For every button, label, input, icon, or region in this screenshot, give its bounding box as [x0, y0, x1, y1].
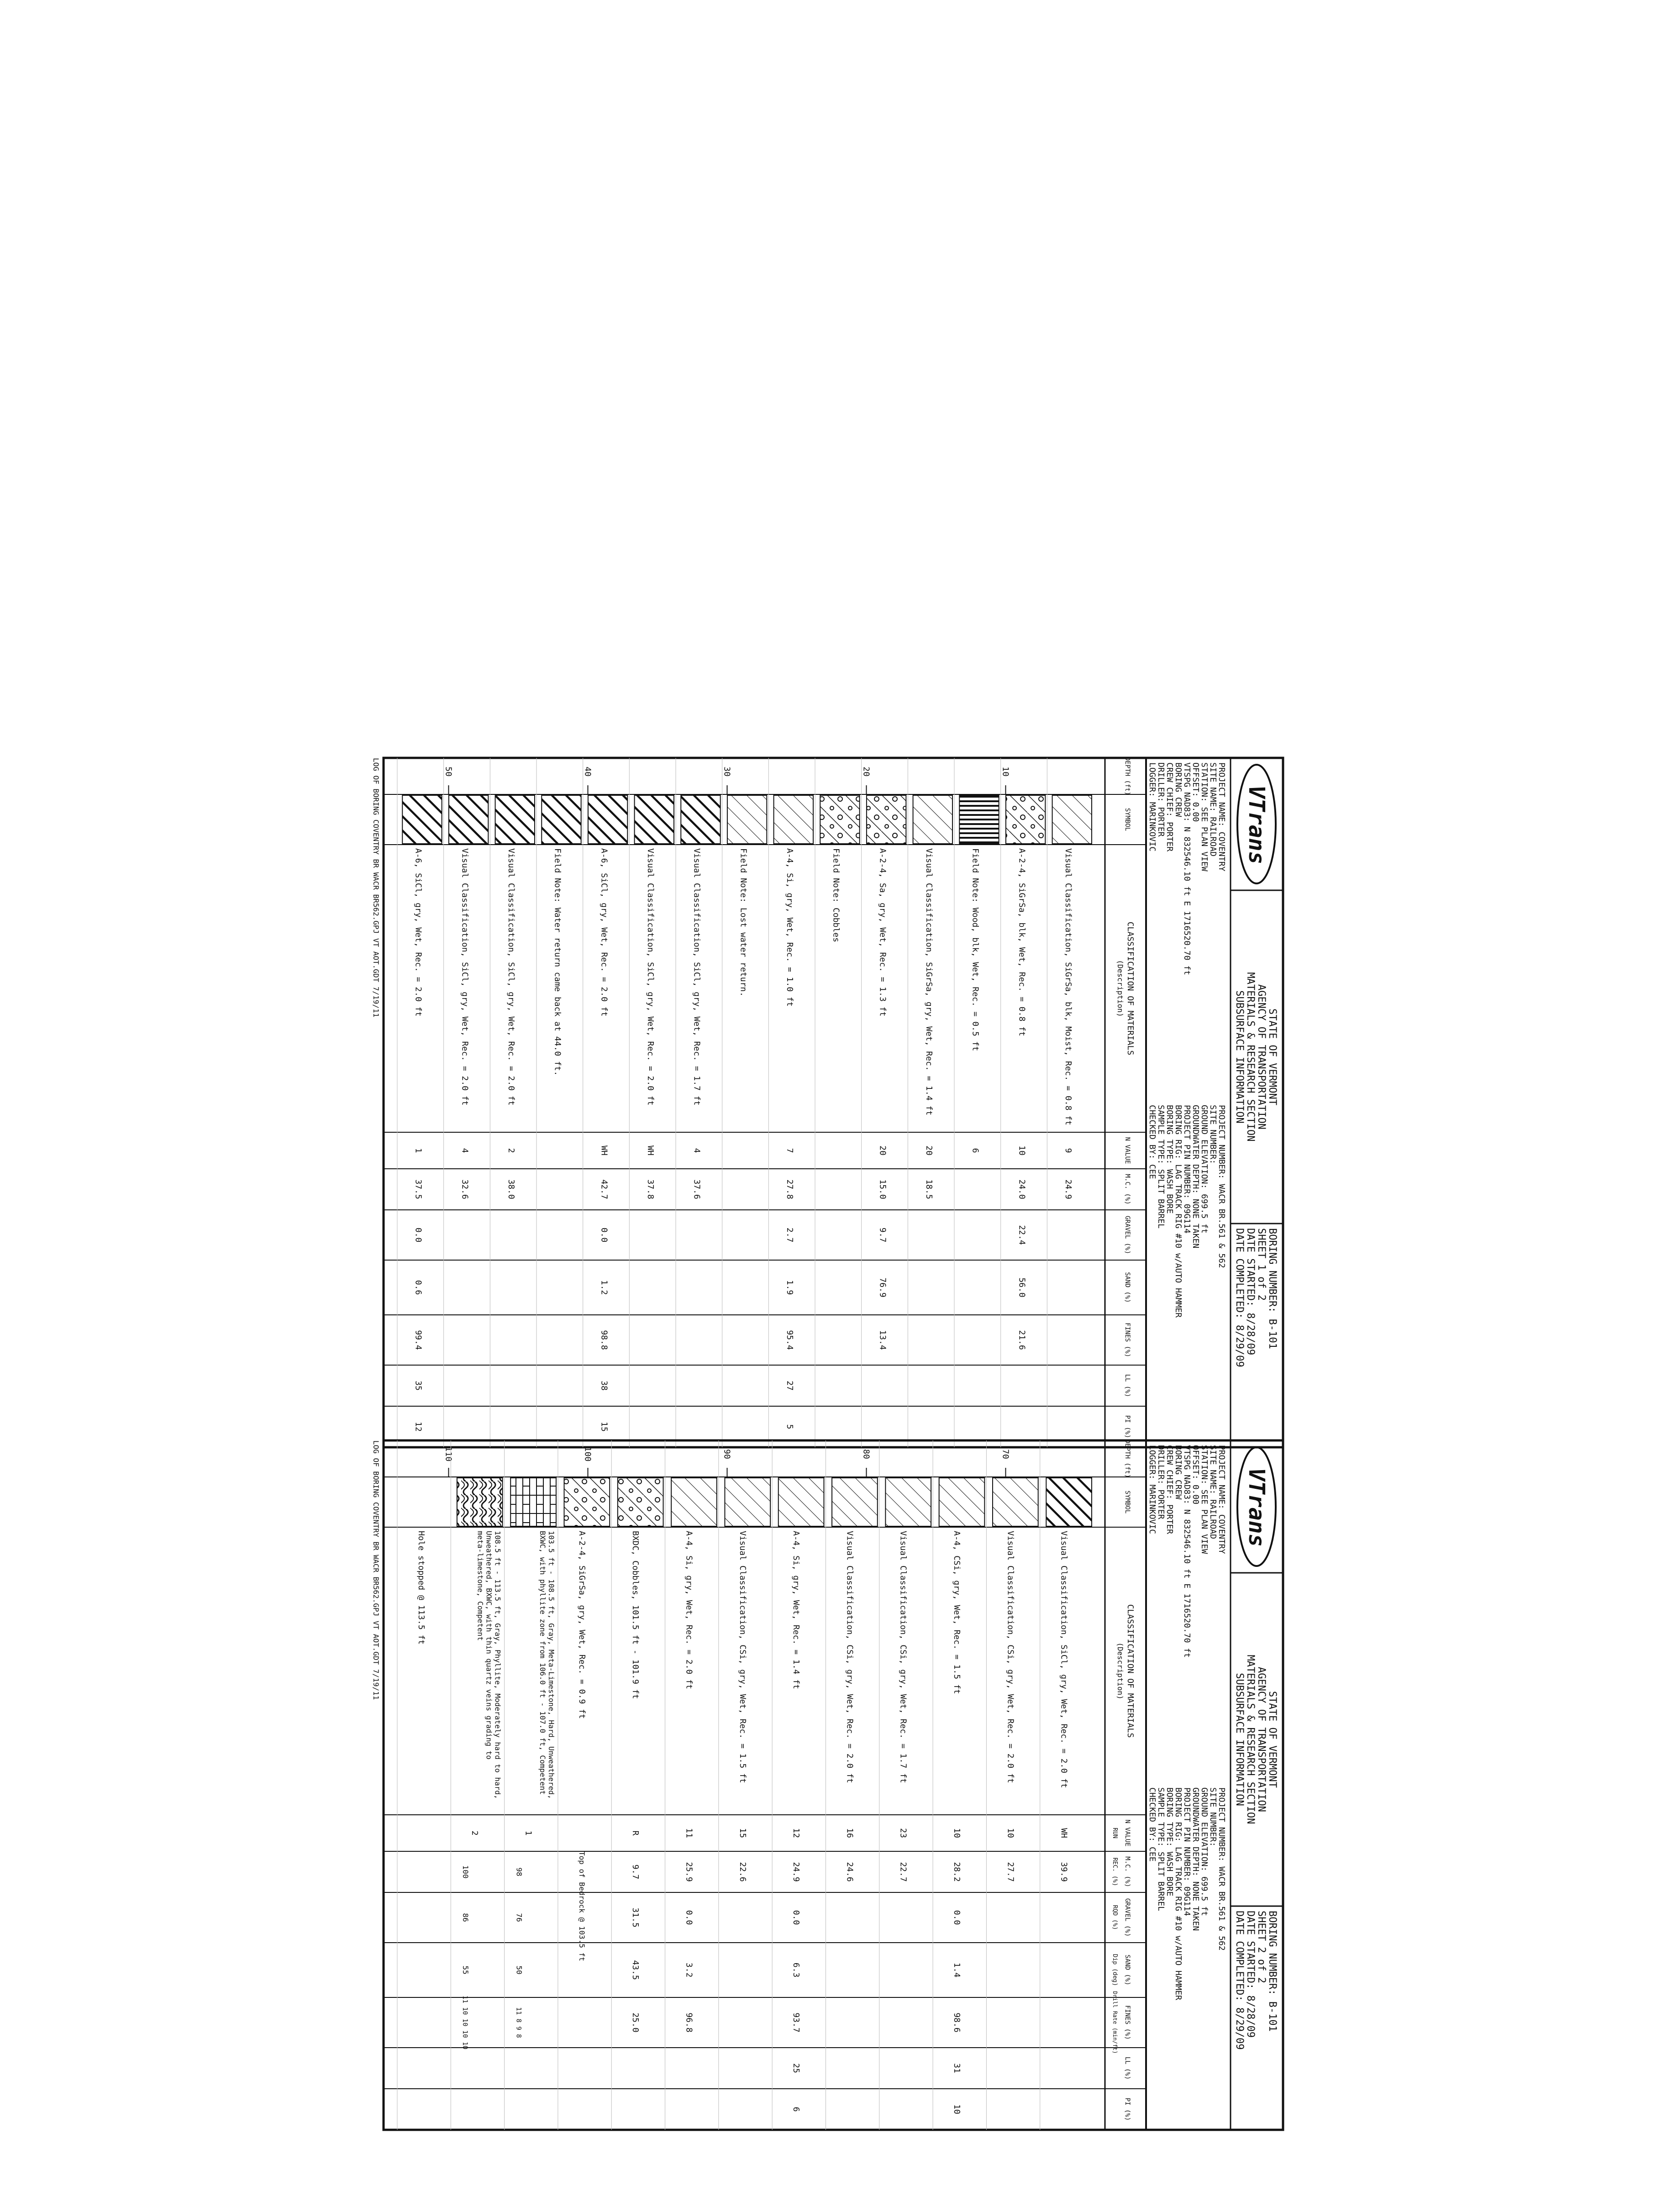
- moisture-content: 9.7: [631, 1864, 641, 1880]
- n-value: 7: [785, 1148, 794, 1153]
- n-value: 2: [506, 1148, 516, 1153]
- project-info-line: STATION: SEE PLAN VIEW: [1199, 1445, 1209, 1554]
- boring-log-sheet-2: [372, 1440, 1283, 2130]
- moisture-content: 27.8: [785, 1179, 794, 1199]
- boring-info-line: SHEET 1 of 2: [1256, 1228, 1267, 1301]
- soil-symbol: [774, 795, 813, 844]
- classification-description: A-2-4, Sa, gry, Wet, Rec. = 1.3 ft: [878, 848, 888, 1017]
- liquid-limit: 27: [785, 1381, 794, 1391]
- project-info-line: BORING RIG: LAG TRACK RIG #10 w/AUTO HAMMER: [1173, 1105, 1183, 1318]
- gravel-percent: 22.4: [1017, 1225, 1027, 1245]
- sand-percent: 1.4: [952, 1962, 962, 1978]
- classification-description: A-4, Si, gry, Wet, Rec. = 2.0 ft: [684, 1531, 694, 1689]
- n-value: 10: [952, 1828, 962, 1838]
- gravel-percent: 9.7: [878, 1227, 888, 1243]
- moisture-content: 24.6: [845, 1862, 855, 1882]
- col-header-rqd: RQD (%): [1111, 1905, 1118, 1930]
- n-value: 9: [1063, 1148, 1073, 1153]
- moisture-content: 22.7: [898, 1862, 908, 1882]
- n-value: 6: [970, 1148, 980, 1153]
- project-info-line: VTSPG NAD83: N 832546.10 ft E 1716520.70 ft: [1182, 762, 1192, 975]
- n-value: 20: [924, 1145, 934, 1156]
- classification-description: A-6, SiCl, gry, Wet, Rec. = 2.0 ft: [599, 848, 609, 1017]
- moisture-content: 24.9: [1063, 1179, 1073, 1199]
- drill-rate: 11 10 10 10 10: [461, 1995, 469, 2050]
- gravel-percent: 2.7: [785, 1227, 794, 1243]
- n-value: 4: [692, 1148, 702, 1153]
- project-info-line: STATION: SEE PLAN VIEW: [1199, 762, 1209, 872]
- classification-description: Visual Classification, SiCl, gry, Wet, Rec. = 2.0 ft: [1059, 1531, 1069, 1788]
- fines-percent: 13.4: [878, 1330, 888, 1350]
- soil-symbol: [618, 1478, 663, 1526]
- sheet-footer: LOG OF BORING COVENTRY BR WACR BR562.GPJ VT AOT.GDT 7/19/11: [372, 1440, 380, 1700]
- sand-percent: 3.2: [684, 1962, 694, 1978]
- moisture-content: 37.8: [646, 1179, 655, 1199]
- n-value: R: [631, 1830, 641, 1836]
- gravel-percent: 0.0: [952, 1910, 962, 1925]
- col-header-dip: Dip (deg): [1111, 1954, 1118, 1986]
- col-header-classification-sub: (Description): [1116, 1642, 1125, 1700]
- col-header-run: RUN: [1111, 1828, 1118, 1839]
- moisture-content: 42.7: [599, 1179, 609, 1199]
- col-header-pi: PI (%): [1124, 1415, 1131, 1439]
- gravel-percent: 0.0: [684, 1910, 694, 1925]
- n-value: WH: [1059, 1828, 1069, 1838]
- project-info-line: GROUNDWATER DEPTH: NONE TAKEN: [1191, 1105, 1200, 1249]
- col-header-classification: CLASSIFICATION OF MATERIALS: [1126, 1604, 1135, 1738]
- gravel-percent: 31.5: [631, 1907, 641, 1928]
- sand-percent: 43.5: [631, 1960, 641, 1980]
- classification-description: Visual Classification, CSi, gry, Wet, Rec. = 1.5 ft: [737, 1531, 747, 1783]
- boring-info-line: BORING NUMBER: B-101: [1267, 1911, 1278, 2032]
- project-info-line: PROJECT PIN NUMBER: 09G114: [1182, 1105, 1192, 1234]
- depth-tick-label: 100: [583, 1446, 593, 1462]
- agency-line: MATERIALS & RESEARCH SECTION: [1245, 972, 1256, 1142]
- project-info-line: PROJECT NAME: COVENTRY: [1217, 762, 1226, 872]
- soil-symbol: [1006, 795, 1045, 844]
- boring-info-line: DATE COMPLETED: 8/29/09: [1234, 1911, 1245, 2050]
- fines-percent: 98.6: [952, 2012, 962, 2033]
- moisture-content: 24.9: [791, 1862, 801, 1882]
- classification-description: Visual Classification, SiGrSa, blk, Moist, Rec. = 0.8 ft: [1063, 848, 1073, 1125]
- agency-line: STATE OF VERMONT: [1267, 1691, 1278, 1788]
- soil-symbol: [1046, 1478, 1092, 1526]
- soil-symbol: [671, 1478, 717, 1526]
- moisture-content: 18.5: [924, 1179, 934, 1199]
- project-info-line: BORING CREW: [1173, 1445, 1183, 1500]
- soil-symbol: [564, 1478, 610, 1526]
- project-info-line: OFFSET: 0.00: [1191, 762, 1200, 822]
- agency-line: SUBSURFACE INFORMATION: [1234, 990, 1245, 1124]
- classification-description: Visual Classification, SiCl, gry, Wet, Rec. = 1.7 ft: [692, 848, 702, 1106]
- boring-info-line: SHEET 2 of 2: [1256, 1911, 1267, 1983]
- core-rqd: 76: [515, 1913, 524, 1922]
- moisture-content: 28.2: [952, 1862, 962, 1882]
- sand-percent: 76.9: [878, 1277, 888, 1298]
- project-info-line: SITE NAME: RAILROAD: [1208, 762, 1218, 856]
- depth-tick-label: 50: [443, 767, 453, 777]
- project-info-line: SITE NUMBER:: [1208, 1787, 1218, 1847]
- classification-description: Field Note: Lost water return.: [738, 848, 748, 997]
- sand-percent: 6.3: [791, 1962, 801, 1978]
- depth-tick-label: 70: [1000, 1449, 1010, 1459]
- fines-percent: 21.6: [1017, 1330, 1027, 1350]
- project-info-line: GROUND ELEVATION: 699.5 ft: [1199, 1105, 1209, 1234]
- classification-description: Hole stopped @ 113.5 ft: [416, 1531, 426, 1645]
- soil-symbol: [959, 795, 999, 844]
- col-header-ll: LL (%): [1124, 2056, 1131, 2080]
- col-header-gravel: GRAVEL (%): [1124, 1898, 1131, 1937]
- sheet-footer: LOG OF BORING COVENTRY BR WACR BR562.GPJ VT AOT.GDT 7/19/11: [372, 758, 380, 1018]
- depth-tick-label: 40: [583, 767, 593, 777]
- depth-tick-label: 90: [722, 1449, 732, 1459]
- col-header-classification: CLASSIFICATION OF MATERIALS: [1126, 921, 1135, 1056]
- classification-description: 108.5 ft - 113.5 ft, Gray, Phyllite, Moderately hard to hard,Unweathered, BXWC, with thin quartz veins grading tometa-limestone, Competent: [476, 1531, 502, 1799]
- fines-percent: 98.8: [599, 1330, 609, 1350]
- project-info-line: BORING TYPE: WASH BORE: [1165, 1105, 1174, 1214]
- agency-line: SUBSURFACE INFORMATION: [1234, 1673, 1245, 1806]
- moisture-content: 37.6: [692, 1179, 702, 1199]
- classification-description: A-4, Si, gry, Wet, Rec. = 1.0 ft: [785, 848, 794, 1007]
- depth-tick-label: 20: [861, 767, 871, 777]
- soil-symbol: [588, 795, 627, 844]
- fines-percent: 99.4: [413, 1330, 423, 1350]
- col-header-ll: LL (%): [1124, 1374, 1131, 1398]
- project-info-line: GROUNDWATER DEPTH: NONE TAKEN: [1191, 1787, 1200, 1931]
- vtrans-logo: [1237, 1447, 1276, 1566]
- moisture-content: 15.0: [878, 1179, 888, 1199]
- project-info-line: SITE NUMBER:: [1208, 1105, 1218, 1165]
- classification-description: A-6, SiCl, gry, Wet, Rec. = 2.0 ft: [413, 848, 423, 1017]
- soil-symbol: [1052, 795, 1092, 844]
- n-value: 1: [413, 1148, 423, 1153]
- liquid-limit: 38: [599, 1381, 609, 1391]
- gravel-percent: 0.0: [791, 1910, 801, 1925]
- core-dip: 50: [515, 1965, 524, 1975]
- project-info-line: DRILLER: PORTER: [1156, 1445, 1166, 1519]
- soil-symbol: [635, 795, 674, 844]
- n-value: 4: [460, 1148, 470, 1153]
- soil-symbol: [457, 1478, 503, 1526]
- soil-symbol: [913, 795, 952, 844]
- boring-info-line: BORING NUMBER: B-101: [1267, 1228, 1278, 1349]
- moisture-content: 22.6: [737, 1862, 747, 1882]
- n-value: 12: [791, 1828, 801, 1838]
- soil-symbol: [510, 1478, 556, 1526]
- sand-percent: 1.9: [785, 1280, 794, 1295]
- agency-line: MATERIALS & RESEARCH SECTION: [1245, 1655, 1256, 1824]
- project-info-line: CHECKED BY: CEE: [1147, 1787, 1157, 1862]
- boring-info-line: DATE COMPLETED: 8/29/09: [1234, 1228, 1245, 1367]
- n-value: 10: [1005, 1828, 1015, 1838]
- soil-symbol: [832, 1478, 878, 1526]
- col-header-symbol: SYMBOL: [1124, 1490, 1131, 1514]
- fines-percent: 96.8: [684, 2012, 694, 2033]
- fines-percent: 95.4: [785, 1330, 794, 1350]
- depth-tick-label: 110: [443, 1446, 453, 1462]
- soil-symbol: [542, 795, 581, 844]
- soil-symbol: [939, 1478, 985, 1526]
- plasticity-index: 5: [785, 1424, 794, 1429]
- classification-description: Visual Classification, CSi, gry, Wet, Rec. = 1.7 ft: [898, 1531, 908, 1783]
- classification-description: BXDC, Cobbles, 101.5 ft - 101.9 ft: [631, 1531, 641, 1699]
- project-info-line: PROJECT NUMBER: WACR BR.561 & 562: [1217, 1105, 1226, 1268]
- project-info-line: PROJECT NUMBER: WACR BR.561 & 562: [1217, 1787, 1226, 1951]
- col-header-sand: SAND (%): [1124, 1955, 1131, 1986]
- classification-description: Visual Classification, SiCl, gry, Wet, Rec. = 2.0 ft: [506, 848, 516, 1106]
- soil-symbol: [993, 1478, 1038, 1526]
- n-value: WH: [599, 1145, 609, 1156]
- classification-description: Field Note: Cobbles: [831, 848, 841, 942]
- project-info-line: PROJECT PIN NUMBER: 09G114: [1182, 1787, 1192, 1916]
- soil-symbol: [402, 795, 442, 844]
- moisture-content: 27.7: [1005, 1862, 1015, 1882]
- n-value: 23: [898, 1828, 908, 1838]
- moisture-content: 38.0: [506, 1179, 516, 1199]
- soil-symbol: [727, 795, 767, 844]
- n-value: 20: [878, 1145, 888, 1156]
- project-info-line: PROJECT NAME: COVENTRY: [1217, 1445, 1226, 1554]
- fines-percent: 93.7: [791, 2012, 801, 2033]
- n-value: WH: [646, 1145, 655, 1156]
- col-header-n-value: N VALUE: [1124, 1137, 1131, 1164]
- soil-symbol: [885, 1478, 931, 1526]
- sand-percent: 0.6: [413, 1280, 423, 1295]
- classification-description: 103.5 ft - 108.5 ft, Gray, Meta-Limestone, Hard, Unweathered,BXWC, with phyllite zone from 106.0 ft - 107.0 ft, Competent: [538, 1531, 556, 1799]
- soil-symbol: [495, 795, 535, 844]
- agency-line: STATE OF VERMONT: [1267, 1009, 1278, 1105]
- col-header-mc: M.C. (%): [1124, 1174, 1131, 1205]
- moisture-content: 37.5: [413, 1179, 423, 1199]
- project-info-line: CREW CHIEF: PORTER: [1165, 762, 1174, 852]
- core-rqd: 86: [461, 1913, 470, 1922]
- depth-tick-label: 30: [722, 767, 732, 777]
- col-header-pi: PI (%): [1124, 2097, 1131, 2121]
- drill-rate: 11 8 9 8: [515, 2007, 522, 2038]
- classification-description: Field Note: Wood, blk, Wet, Rec. = 0.5 ft: [970, 848, 980, 1051]
- core-recovery: 100: [461, 1865, 470, 1879]
- classification-description: Visual Classification, SiCl, gry, Wet, Rec. = 2.0 ft: [646, 848, 655, 1106]
- project-info-line: BORING TYPE: WASH BORE: [1165, 1787, 1174, 1897]
- agency-line: AGENCY OF TRANSPORTATION: [1256, 1667, 1267, 1812]
- col-header-depth: DEPTH (ft): [1124, 757, 1131, 796]
- plasticity-index: 10: [952, 2104, 962, 2114]
- vtrans-logo: [1237, 765, 1276, 883]
- classification-description: Visual Classification, SiGrSa, gry, Wet, Rec. = 1.4 ft: [924, 848, 934, 1116]
- svg-text:VTrans: VTrans: [1244, 785, 1269, 865]
- col-header-gravel: GRAVEL (%): [1124, 1215, 1131, 1255]
- project-info-line: SITE NAME: RAILROAD: [1208, 1445, 1218, 1539]
- project-info-line: OFFSET: 0.00: [1191, 1445, 1200, 1505]
- soil-symbol: [820, 795, 859, 844]
- sand-percent: 1.2: [599, 1280, 609, 1295]
- n-value: 16: [845, 1828, 855, 1838]
- plasticity-index: 15: [599, 1422, 609, 1432]
- col-header-rec: REC. (%): [1111, 1857, 1118, 1886]
- depth-tick-label: 10: [1000, 767, 1010, 777]
- n-value: 10: [1017, 1145, 1027, 1156]
- project-info-line: BORING CREW: [1173, 762, 1183, 817]
- col-header-symbol: SYMBOL: [1124, 808, 1131, 831]
- moisture-content: 39.9: [1059, 1862, 1069, 1882]
- n-value: 15: [737, 1828, 747, 1838]
- liquid-limit: 31: [952, 2063, 962, 2073]
- project-info-line: LOGGER: MARINKOVIC: [1147, 1445, 1157, 1534]
- boring-info-line: DATE STARTED: 8/28/09: [1245, 1228, 1256, 1356]
- moisture-content: 32.6: [460, 1179, 470, 1199]
- project-info-line: DRILLER: PORTER: [1156, 762, 1166, 837]
- project-info-line: CHECKED BY: CEE: [1147, 1105, 1157, 1179]
- col-header-sand: SAND (%): [1124, 1272, 1131, 1303]
- soil-symbol: [725, 1478, 770, 1526]
- col-header-classification-sub: (Description): [1116, 960, 1125, 1017]
- plasticity-index: 6: [791, 2107, 801, 2112]
- classification-description: Visual Classification, SiCl, gry, Wet, Rec. = 2.0 ft: [460, 848, 470, 1106]
- soil-symbol: [681, 795, 720, 844]
- project-info-line: SAMPLE TYPE: SPLIT BARREL: [1156, 1787, 1166, 1911]
- project-info-line: LOGGER: MARINKOVIC: [1147, 762, 1157, 852]
- col-header-fines: FINES (%): [1124, 2005, 1131, 2040]
- classification-description: A-4, Si, gry, Wet, Rec. = 1.4 ft: [791, 1531, 801, 1689]
- col-header-drill-rate: Drill Rate (min/ft): [1112, 1991, 1118, 2054]
- col-header-mc: M.C. (%): [1124, 1856, 1131, 1887]
- classification-description: A-2-4, SiGrSa, blk, Wet, Rec. = 0.8 ft: [1017, 848, 1027, 1036]
- n-value: 11: [684, 1828, 694, 1838]
- boring-info-line: DATE STARTED: 8/28/09: [1245, 1911, 1256, 2038]
- soil-symbol: [867, 795, 906, 844]
- liquid-limit: 35: [413, 1381, 423, 1391]
- bedrock-note: Top of Bedrock @ 103.5 ft: [577, 1851, 586, 1961]
- boring-log-sheet-1: [372, 757, 1283, 1447]
- gravel-percent: 0.0: [413, 1227, 423, 1243]
- classification-description: A-2-4, SiGrSa, gry, Wet, Rec. = 0.9 ft: [577, 1531, 587, 1719]
- col-header-n-value: N VALUE: [1124, 1819, 1131, 1847]
- col-header-fines: FINES (%): [1124, 1323, 1131, 1357]
- col-header-depth: DEPTH (ft): [1124, 1439, 1131, 1478]
- plasticity-index: 12: [413, 1422, 423, 1432]
- project-info-line: GROUND ELEVATION: 699.5 ft: [1199, 1787, 1209, 1916]
- classification-description: A-4, CSi, gry, Wet, Rec. = 1.5 ft: [952, 1531, 962, 1694]
- classification-description: Visual Classification, CSi, gry, Wet, Rec. = 2.0 ft: [1005, 1531, 1015, 1783]
- classification-description: Field Note: Water return came back at 44.0 ft.: [552, 848, 563, 1076]
- core-dip: 55: [461, 1965, 470, 1975]
- agency-line: AGENCY OF TRANSPORTATION: [1256, 984, 1267, 1130]
- soil-symbol: [449, 795, 488, 844]
- project-info-line: BORING RIG: LAG TRACK RIG #10 w/AUTO HAMMER: [1173, 1787, 1183, 2000]
- svg-text:VTrans: VTrans: [1244, 1468, 1269, 1547]
- project-info-line: SAMPLE TYPE: SPLIT BARREL: [1156, 1105, 1166, 1229]
- soil-symbol: [778, 1478, 824, 1526]
- core-recovery: 98: [515, 1867, 524, 1876]
- n-value: 1: [523, 1830, 533, 1836]
- project-info-line: CREW CHIEF: PORTER: [1165, 1445, 1174, 1534]
- sand-percent: 56.0: [1017, 1277, 1027, 1298]
- project-info-line: VTSPG NAD83: N 832546.10 ft E 1716520.70 ft: [1182, 1445, 1192, 1658]
- classification-description: Visual Classification, CSi, gry, Wet, Rec. = 2.0 ft: [845, 1531, 855, 1783]
- gravel-percent: 0.0: [599, 1227, 609, 1243]
- depth-tick-label: 80: [861, 1449, 871, 1459]
- liquid-limit: 25: [791, 2063, 801, 2073]
- fines-percent: 25.0: [631, 2012, 641, 2033]
- moisture-content: 25.9: [684, 1862, 694, 1882]
- moisture-content: 24.0: [1017, 1179, 1027, 1199]
- n-value: 2: [470, 1830, 480, 1836]
